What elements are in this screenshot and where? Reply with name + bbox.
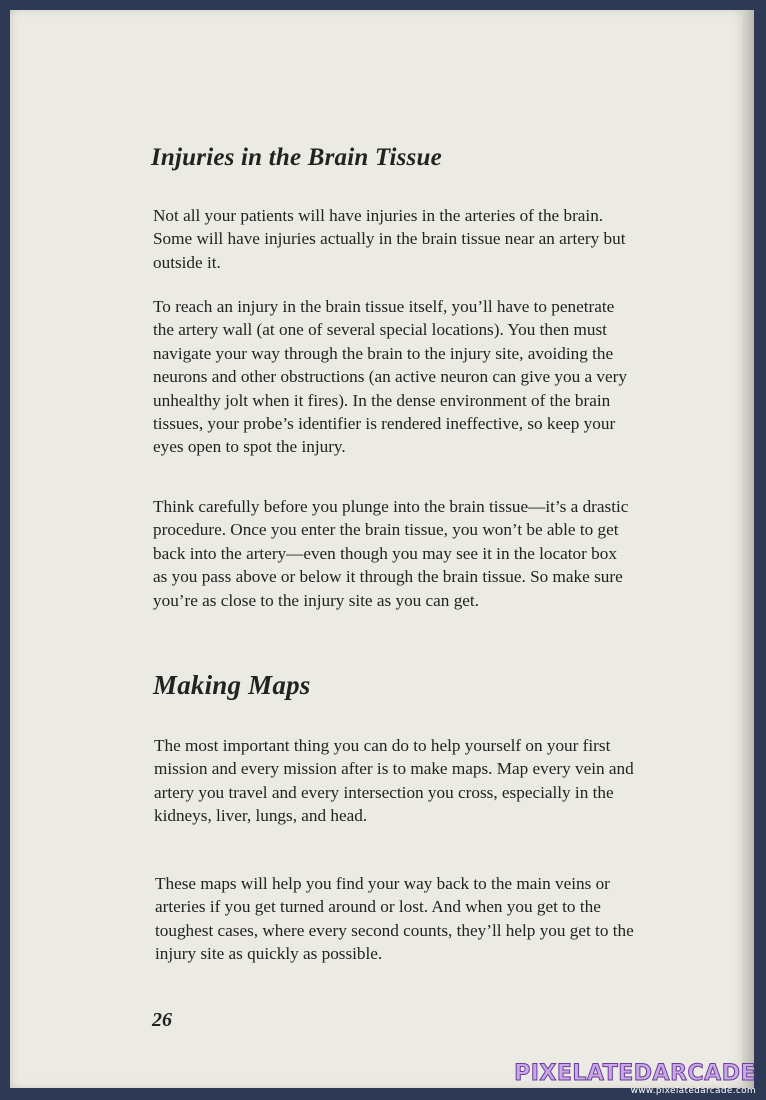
paragraph: Think carefully before you plunge into the brain tissue—it’s a drastic procedure. Once you enter the brain tissue, you won’t be able to get back into the artery—even though you may see it in the locator box as you pass above or below it through the brain tissue. So make sure you’re as close to the injury site as you can get. <box>153 497 629 610</box>
paragraph: The most important thing you can do to help yourself on your first mission and every mission after is to make maps. Map every vein and artery you travel and every intersection you cross, especially in the kidneys, liver, lungs, and head. <box>154 736 634 826</box>
paragraph: To reach an injury in the brain tissue itself, you’ll have to penetrate the artery wall (at one of several special locations). You then must navigate your way through the brain to the injury site, avoiding the neurons and other obstructions (an active neuron can give you a very unhealthy jolt when it fires). In the dense environment of the brain tissues, your probe’s identifier is rendered ineffective, so keep your eyes open to spot the injury. <box>153 297 627 457</box>
section-heading-making-maps: Making Maps <box>153 670 311 700</box>
manual-page <box>10 10 754 1088</box>
watermark <box>514 1062 756 1096</box>
watermark-url: www.pixelatedarcade.com <box>630 1086 756 1096</box>
section-heading-brain-tissue: Injuries in the Brain Tissue <box>151 144 442 171</box>
watermark-name: PIXELATEDARCADE <box>514 1061 756 1086</box>
page-number: 26 <box>152 1009 172 1031</box>
paragraph: These maps will help you find your way back to the main veins or arteries if you get turned around or lost. And when you get to the toughest cases, where every second counts, they’ll help you get to the injury site as quickly as possible. <box>155 874 634 964</box>
page-edge <box>742 10 754 1088</box>
paragraph: Not all your patients will have injuries in the arteries of the brain. Some will have injuries actually in the brain tissue near an artery but outside it. <box>153 206 626 272</box>
